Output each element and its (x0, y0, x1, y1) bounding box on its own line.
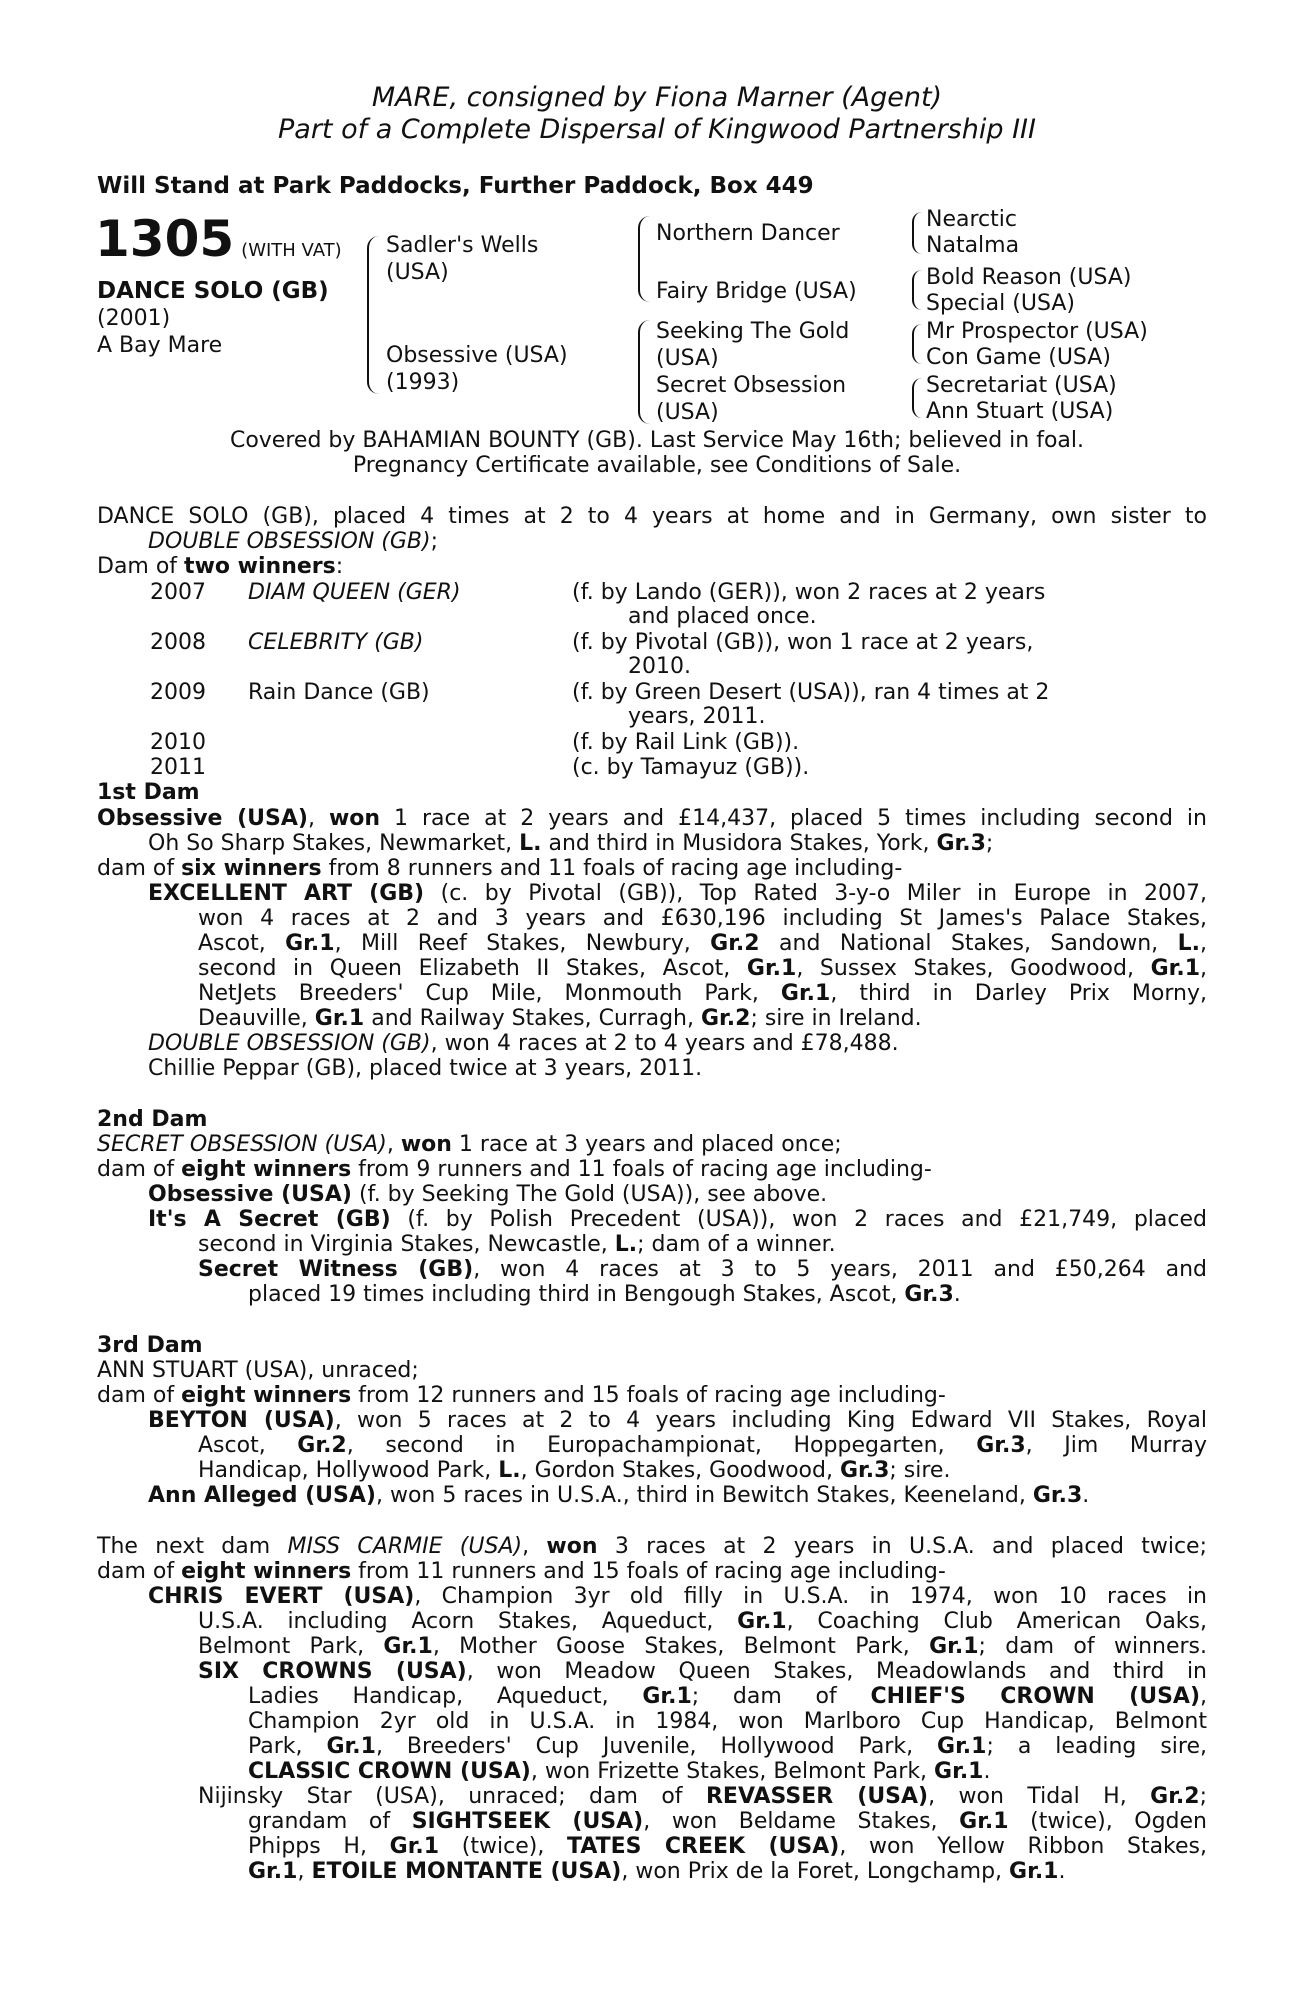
next-dam-line: dam of eight winners from 11 runners and 15 foals of racing age including- (97, 1559, 946, 1584)
next-dam-line: The next dam MISS CARMIE (USA), won 3 races at 2 years in U.S.A. and placed twice; (97, 1534, 1208, 1559)
second-dam-line: placed 19 times including third in Bengough Stakes, Ascot, Gr.3. (248, 1282, 961, 1307)
next-dam-line: CLASSIC CROWN (USA), won Frizette Stakes, Belmont Park, Gr.1. (248, 1759, 991, 1784)
next-dam-line: Champion 2yr old in U.S.A. in 1984, won Marlboro Cup Handicap, Belmont (248, 1709, 1207, 1734)
vat-note: (WITH VAT) (241, 240, 342, 261)
pedigree-g4: Special (USA) (926, 291, 1075, 316)
first-dam-line: dam of six winners from 8 runners and 11 foals of racing age including- (97, 856, 903, 881)
second-dam-line: dam of eight winners from 9 runners and 11 foals of racing age including- (97, 1157, 932, 1182)
third-dam-line: BEYTON (USA), won 5 races at 2 to 4 years including King Edward VII Stakes, Royal (148, 1408, 1207, 1433)
second-dam-line: SECRET OBSESSION (USA), won 1 race at 3 years and placed once; (97, 1132, 842, 1157)
consignor-line: MARE, consigned by Fiona Marner (Agent) (371, 82, 943, 113)
first-dam-heading: 1st Dam (97, 780, 200, 805)
pedigree-g2: Natalma (926, 233, 1020, 258)
third-dam-line: Ann Alleged (USA), won 5 races in U.S.A., third in Bewitch Stakes, Keeneland, Gr.3. (148, 1483, 1090, 1508)
pedigree-brace-g3 (912, 324, 922, 364)
next-dam-line: SIX CROWNS (USA), won Meadow Queen Stakes, Meadowlands and third in (198, 1659, 1207, 1684)
covered-note: Covered by BAHAMIAN BOUNTY (GB). Last Service May 16th; believed in foal. (229, 428, 1085, 453)
third-dam-line: Handicap, Hollywood Park, L., Gordon Stakes, Goodwood, Gr.3; sire. (198, 1458, 951, 1483)
first-dam-line: DOUBLE OBSESSION (GB), won 4 races at 2 to 4 years and £78,488. (148, 1031, 899, 1056)
first-dam-line: EXCELLENT ART (GB) (c. by Pivotal (GB)), Top Rated 3-y-o Miler in Europe in 2007, (148, 881, 1207, 906)
first-dam-line: Ascot, Gr.1, Mill Reef Stakes, Newbury, Gr.2 and National Stakes, Sandown, L., (198, 931, 1207, 956)
first-dam-line: second in Queen Elizabeth II Stakes, Ascot, Gr.1, Sussex Stakes, Goodwood, Gr.1, (198, 956, 1207, 981)
next-dam-line: CHRIS EVERT (USA), Champion 3yr old filly in U.S.A. in 1974, won 10 races in (148, 1584, 1208, 1609)
second-dam-line: second in Virginia Stakes, Newcastle, L.; dam of a winner. (198, 1232, 836, 1257)
intro-dam-of: Dam of two winners: (97, 554, 344, 579)
intro-sister: DOUBLE OBSESSION (GB); (148, 529, 439, 554)
pedigree-brace-g2 (912, 270, 922, 310)
third-dam-line: ANN STUART (USA), unraced; (97, 1358, 419, 1383)
pedigree-sire-sire: Northern Dancer (656, 221, 840, 246)
pedigree-brace-g1 (912, 212, 922, 254)
pedigree-g1: Nearctic (926, 207, 1017, 232)
second-dam-heading: 2nd Dam (97, 1107, 208, 1132)
next-dam-line: grandam of SIGHTSEEK (USA), won Beldame Stakes, Gr.1 (twice), Ogden (248, 1809, 1207, 1834)
first-dam-line: won 4 races at 2 and 3 years and £630,196 including St James's Palace Stakes, (198, 906, 1207, 931)
pedigree-brace-sire (638, 216, 650, 302)
first-dam-line: Oh So Sharp Stakes, Newmarket, L. and third in Musidora Stakes, York, Gr.3; (148, 831, 994, 856)
horse-name: DANCE SOLO (GB) (97, 278, 329, 304)
pedigree-dam-dam: Secret Obsession (USA) (656, 373, 847, 425)
pedigree-brace-dam (638, 320, 650, 424)
pedigree-dam: Obsessive (USA) (1993) (386, 343, 568, 395)
pedigree-g7: Secretariat (USA) (926, 373, 1117, 398)
next-dam-line: Ladies Handicap, Aqueduct, Gr.1; dam of CHIEF'S CROWN (USA), (248, 1684, 1207, 1709)
pedigree-dam-sire: Seeking The Gold (USA) (656, 319, 850, 371)
first-dam-line: Deauville, Gr.1 and Railway Stakes, Curragh, Gr.2; sire in Ireland. (198, 1006, 922, 1031)
stand-location: Will Stand at Park Paddocks, Further Paddock, Box 449 (97, 173, 814, 199)
next-dam-line: Nijinsky Star (USA), unraced; dam of REVASSER (USA), won Tidal H, Gr.2; (198, 1784, 1207, 1809)
third-dam-heading: 3rd Dam (97, 1333, 203, 1358)
pedigree-g8: Ann Stuart (USA) (926, 399, 1114, 424)
lot-number: 1305 (95, 210, 235, 268)
dispersal-line: Part of a Complete Dispersal of Kingwood Partnership III (278, 114, 1036, 145)
next-dam-line: Phipps H, Gr.1 (twice), TATES CREEK (USA), won Yellow Ribbon Stakes, (248, 1834, 1207, 1859)
second-dam-line: Obsessive (USA) (f. by Seeking The Gold (USA)), see above. (148, 1182, 828, 1207)
first-dam-line: Obsessive (USA), won 1 race at 2 years and £14,437, placed 5 times including second in (97, 806, 1207, 831)
second-dam-line: Secret Witness (GB), won 4 races at 3 to 5 years, 2011 and £50,264 and (198, 1257, 1207, 1282)
foaling-year: (2001) (97, 306, 171, 331)
lot-number-block (95, 210, 342, 268)
second-dam-line: It's A Secret (GB) (f. by Polish Precedent (USA)), won 2 races and £21,749, placed (148, 1207, 1207, 1232)
pedigree-brace-main (367, 236, 381, 394)
next-dam-line: U.S.A. including Acorn Stakes, Aqueduct, Gr.1, Coaching Club American Oaks, (198, 1609, 1207, 1634)
pedigree-g6: Con Game (USA) (926, 345, 1111, 370)
next-dam-line: Belmont Park, Gr.1, Mother Goose Stakes, Belmont Park, Gr.1; dam of winners. (198, 1634, 1207, 1659)
next-dam-line: Gr.1, ETOILE MONTANTE (USA), won Prix de la Foret, Longchamp, Gr.1. (248, 1859, 1066, 1884)
pedigree-brace-g4 (912, 378, 922, 418)
next-dam-line: Park, Gr.1, Breeders' Cup Juvenile, Hollywood Park, Gr.1; a leading sire, (248, 1734, 1207, 1759)
third-dam-line: dam of eight winners from 12 runners and 15 foals of racing age including- (97, 1383, 946, 1408)
pedigree-g5: Mr Prospector (USA) (926, 319, 1148, 344)
third-dam-line: Ascot, Gr.2, second in Europachampionat, Hoppegarten, Gr.3, Jim Murray (198, 1433, 1207, 1458)
horse-description: A Bay Mare (97, 333, 223, 358)
first-dam-line: NetJets Breeders' Cup Mile, Monmouth Park, Gr.1, third in Darley Prix Morny, (198, 981, 1207, 1006)
pedigree-g3: Bold Reason (USA) (926, 265, 1132, 290)
first-dam-line: Chillie Peppar (GB), placed twice at 3 years, 2011. (148, 1056, 703, 1081)
intro-line: DANCE SOLO (GB), placed 4 times at 2 to 4 years at home and in Germany, own sister to (97, 504, 1207, 529)
catalogue-page: MARE, consigned by Fiona Marner (Agent) Part of a Complete Dispersal of Kingwood Partnership III Will Stand at Park Paddocks, Further Paddock, Box 449 1305 (WITH VAT) DANCE SOLO (GB) (2001) A Bay Mare Sadler's Wells (USA) Obsessive (USA) (1993) Northern Dancer Fairy Bridge (USA) Seeking The Gold (USA) Secret Obsession (USA) Nearctic Natalma Bold Reason (USA) Special (USA) Mr Prospector (USA) Con Game (USA) Secretariat (USA) Ann Stuart (USA) Covered by BAHAMIAN BOUNTY (GB). Last Service May 16th; believed in foal. Pregnancy Certificate available, see Conditions of Sale. DANCE SOLO (GB), placed 4 times at 2 to 4 years at home and in Germany, own sister to DOUBLE OBSESSION (GB); Dam of two winners: 2007 DIAM QUEEN (GER) (f. by Lando (GER)), won 2 races at 2 years and placed once. 2008 CELEBRITY (GB) (f. by Pivotal (GB)), won 1 race at 2 years, 2010. 2009 Rain Dance (GB) (f. by Green Desert (USA)), ran 4 times at 2 years, 2011. 2010 (f. by Rail Link (GB)). 2011 (c. by Tamayuz (GB)). 1st Dam Obsessive (USA), won 1 race at 2 years and £14,437, placed 5 times including second in Oh So Sharp Stakes, Newmarket, L. and third in Musidora Stakes, York, Gr.3; dam of six winners from 8 runners and 11 foals of racing age including- EXCELLENT ART (GB) (c. by Pivotal (GB)), Top Rated 3-y-o Miler in Europe in 2007, won 4 races at 2 and 3 years and £630,196 including St James's Palace Stakes, Ascot, Gr.1, Mill Reef Stakes, Newbury, Gr.2 and National Stakes, Sandown, L., second in Queen Elizabeth II Stakes, Ascot, Gr.1, Sussex Stakes, Goodwood, Gr.1, NetJets Breeders' Cup Mile, Monmouth Park, Gr.1, third in Darley Prix Morny, Deauville, Gr.1 and Railway Stakes, Curragh, Gr.2; sire in Ireland. DOUBLE OBSESSION (GB), won 4 races at 2 to 4 years and £78,488. Chillie Peppar (GB), placed twice at 3 years, 2011. 2nd Dam SECRET OBSESSION (USA), won 1 race at 3 years and placed once; dam of eight winners from 9 runners and 11 foals of racing age including- Obsessive (USA) (f. by Seeking The Gold (USA)), see above. It's A Secret (GB) (f. by Polish Precedent (USA)), won 2 races and £21,749, placed second in Virginia Stakes, Newcastle, L.; dam of a winner. Secret Witness (GB), won 4 races at 3 to 5 years, 2011 and £50,264 and placed 19 times including third in Bengough Stakes, Ascot, Gr.3. 3rd Dam ANN STUART (USA), unraced; dam of eight winners from 12 runners and 15 foals of racing age including- BEYTON (USA), won 5 races at 2 to 4 years including King Edward VII Stakes, Royal Ascot, Gr.2, second in Europachampionat, Hoppegarten, Gr.3, Jim Murray Handicap, Hollywood Park, L., Gordon Stakes, Goodwood, Gr.3; sire. Ann Alleged (USA), won 5 races in U.S.A., third in Bewitch Stakes, Keeneland, Gr.3. The next dam MISS CARMIE (USA), won 3 races at 2 years in U.S.A. and placed twice; dam of eight winners from 11 runners and 15 foals of racing age including- CHRIS EVERT (USA), Champion 3yr old filly in U.S.A. in 1974, won 10 races in U.S.A. including Acorn Stakes, Aqueduct, Gr.1, Coaching Club American Oaks, Belmont Park, Gr.1, Mother Goose Stakes, Belmont Park, Gr.1; dam of winners. SIX CROWNS (USA), won Meadow Queen Stakes, Meadowlands and third in Ladies Handicap, Aqueduct, Gr.1; dam of CHIEF'S CROWN (USA), Champion 2yr old in U.S.A. in 1984, won Marlboro Cup Handicap, Belmont Park, Gr.1, Breeders' Cup Juvenile, Hollywood Park, Gr.1; a leading sire, CLASSIC CROWN (USA), won Frizette Stakes, Belmont Park, Gr.1. Nijinsky Star (USA), unraced; dam of REVASSER (USA), won Tidal H, Gr.2; grandam of SIGHTSEEK (USA), won Beldame Stakes, Gr.1 (twice), Ogden Phipps H, Gr.1 (twice), TATES CREEK (USA), won Yellow Ribbon Stakes, Gr.1, ETOILE MONTANTE (USA), won Prix de la Foret, Longchamp, Gr.1. (0, 0, 1314, 2000)
pedigree-sire-dam: Fairy Bridge (USA) (656, 279, 857, 304)
pedigree-sire: Sadler's Wells (USA) (386, 233, 539, 285)
pregnancy-note: Pregnancy Certificate available, see Conditions of Sale. (352, 453, 962, 478)
